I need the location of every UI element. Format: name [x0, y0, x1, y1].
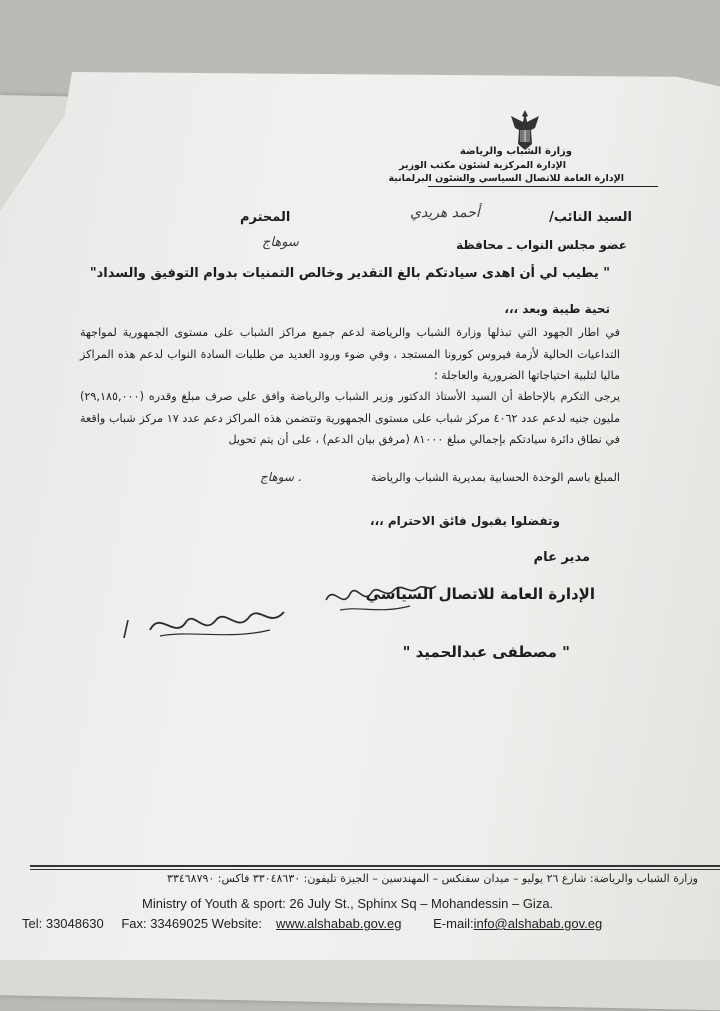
footer-website-link[interactable]: www.alshabab.gov.eg	[276, 916, 402, 931]
handwritten-note-signature	[320, 570, 440, 620]
footer-email-label: E-mail:	[433, 916, 474, 931]
footer-rule-thick	[30, 865, 720, 867]
body-paragraph-3: المبلغ باسم الوحدة الحسابية بمديرية الشباب والرياضة	[370, 471, 620, 484]
signature-scribble	[120, 600, 290, 650]
signatory-title: مدير عام	[533, 550, 590, 565]
footer-rule-thin	[30, 869, 720, 870]
closing-line: وتفضلوا بقبول فائق الاحترام ،،،	[370, 514, 560, 528]
body-paragraph-2: يرجى التكرم بالإحاطة أن السيد الأستاذ الدكتور وزير الشباب والرياضة وافق على صرف مبلغ وقدره (٢٩,١٨٥,٠٠٠) مليون جنيه لدعم عدد ٤٠٦٢ مركز شباب على مستوى الجمهورية وتتضمن هذه المراكز دعم عدد ١٧ مركز شباب واقعة في نطاق دائرة سيادتكم بإجمالي مبلغ ٨١٠٠٠ (مرفق بيان الدعم) ، على أن يتم تحويل	[80, 390, 621, 446]
ministry-name: وزارة الشباب والرياضة	[459, 146, 572, 157]
parliament-member-line: عضو مجلس النواب ـ محافظة	[456, 238, 627, 252]
body-paragraph-1: في اطار الجهود التي تبذلها وزارة الشباب والرياضة لدعم جميع مراكز الشباب على مستوى الجمهورية لمواجهة التداعيات الحالية لأزمة فيروس كورونا المستجد ، وفي ضوء ورود العديد من طلبات السادة النواب لدعم هذه المراكز ماليا لتلبية احتياجاتها الضرورية والعاجلة ؛	[80, 326, 620, 382]
mp-name-handwritten: أحمد هريدي	[410, 205, 480, 221]
addressee-title: السيد النائب/	[549, 210, 632, 225]
footer-email-link[interactable]: info@alshabab.gov.eg	[473, 916, 603, 931]
central-administration: الإدارة المركزية لشئون مكتب الوزير	[399, 160, 566, 171]
letterhead-underline	[428, 186, 658, 187]
greeting-line: تحية طيبة وبعد ،،،	[504, 302, 610, 316]
signatory-name: " مصطفى عبدالحميد "	[402, 643, 570, 661]
body-handwritten-governorate: سوهاج .	[260, 470, 302, 484]
footer-english-address: Ministry of Youth & sport: 26 July St., Sphinx Sq – Mohandessin – Giza.	[142, 896, 554, 911]
footer-tel: Tel: 33048630	[22, 916, 104, 931]
signatory-department: الإدارة العامة للاتصال السياسي	[365, 585, 595, 603]
general-department: الإدارة العامة للاتصال السياسي والشئون البرلمانية	[388, 173, 624, 184]
salutation-line: " يطيب لي أن اهدى سيادتكم بالغ التقدير وخالص التمنيات بدوام التوفيق والسداد"	[89, 266, 610, 281]
footer-fax: Fax: 33469025 Website:	[121, 916, 262, 931]
footer-contacts	[22, 916, 616, 931]
governorate-handwritten: سوهاج	[262, 235, 299, 250]
footer-arabic-address: وزارة الشباب والرياضة: شارع ٢٦ يوليو – ميدان سفنكس – المهندسين – الجيزة تليفون: ٣٣٠٤٨٦٣٠ فاكس: ٣٣٤٦٨٧٩٠	[167, 872, 698, 885]
honorific-end: المحترم	[240, 210, 291, 225]
